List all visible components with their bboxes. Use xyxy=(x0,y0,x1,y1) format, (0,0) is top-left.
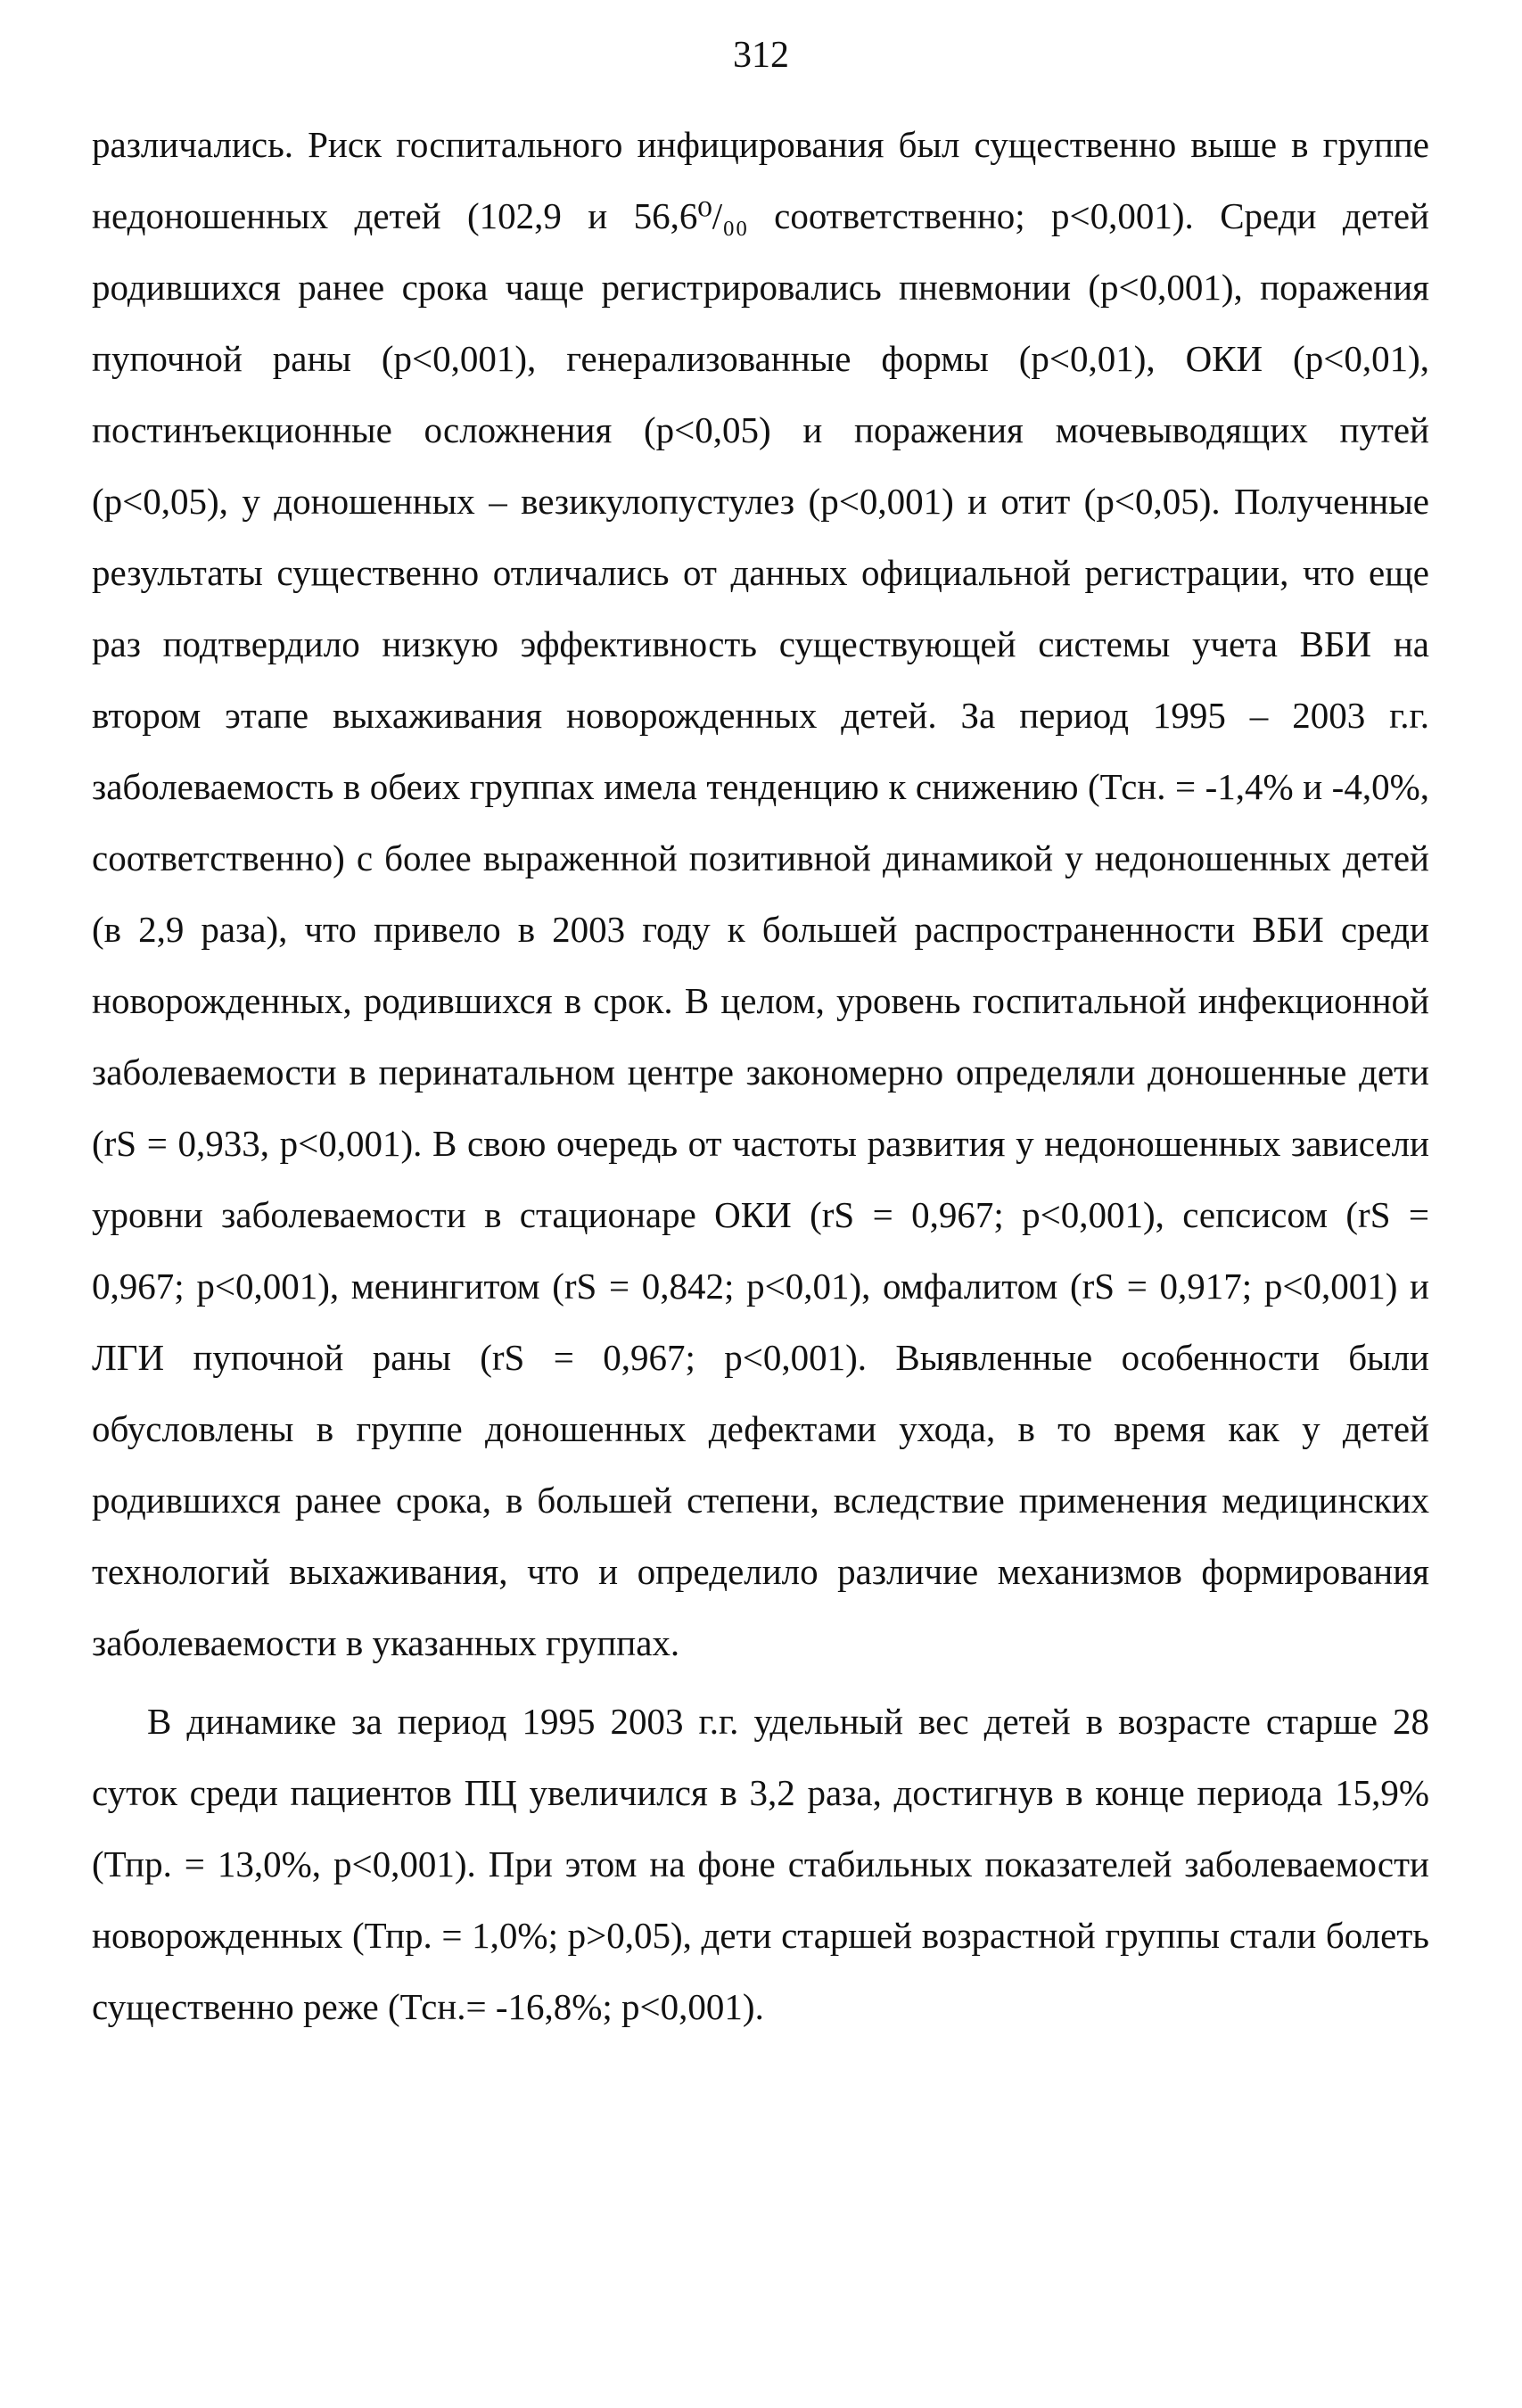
body-text xyxy=(92,109,1429,2042)
page-number: 312 xyxy=(733,35,789,76)
paragraph-dynamics: В динамике за период 1995 2003 г.г. удельный вес детей в возрасте старше 28 суток среди пациентов ПЦ увеличился в 3,2 раза, достигнув в конце периода 15,9% (Тпр. = 13,0%, p<0,001). При этом на фоне стабильных показателей заболеваемости новорожденных (Тпр. = 1,0%; p>0,05), дети старшей возрастной группы стали болеть существенно реже (Тсн.= -16,8%; p<0,001). xyxy=(92,1701,1429,2027)
paragraph-continuation: различались. Риск госпитального инфицирования был существенно выше в группе недоношенных детей (102,9 и 56,6⁰/₀₀ соответственно; p<0,001). Среди детей родившихся ранее срока чаще регистрировались пневмонии (p<0,001), поражения пупочной раны (p<0,001), генерализованные формы (p<0,01), ОКИ (p<0,01), постинъекционные осложнения (p<0,05) и поражения мочевыводящих путей (p<0,05), у доношенных – везикулопустулез (p<0,001) и отит (p<0,05). Полученные результаты существенно отличались от данных официальной регистрации, что еще раз подтвердило низкую эффективность существующей системы учета ВБИ на втором этапе выхаживания новорожденных детей. За период 1995 – 2003 г.г. заболеваемость в обеих группах имела тенденцию к снижению (Тсн. = -1,4% и -4,0%, соответственно) с более выраженной позитивной динамикой у недоношенных детей (в 2,9 раза), что привело в 2003 году к большей распространенности ВБИ среди новорожденных, родившихся в срок. В целом, уровень госпитальной инфекционной заболеваемости в перинатальном центре закономерно определяли доношенные дети (rS = 0,933, p<0,001). В свою очередь от частоты развития у недоношенных зависели уровни заболеваемости в стационаре ОКИ (rS = 0,967; p<0,001), сепсисом (rS = 0,967; p<0,001), менингитом (rS = 0,842; p<0,01), омфалитом (rS = 0,917; p<0,001) и ЛГИ пупочной раны (rS = 0,967; p<0,001). Выявленные особенности были обусловлены в группе доношенных дефектами ухода, в то время как у детей родившихся ранее срока, в большей степени, вследствие применения медицинских технологий выхаживания, что и определило различие механизмов формирования заболеваемости в указанных группах. xyxy=(92,124,1429,1663)
